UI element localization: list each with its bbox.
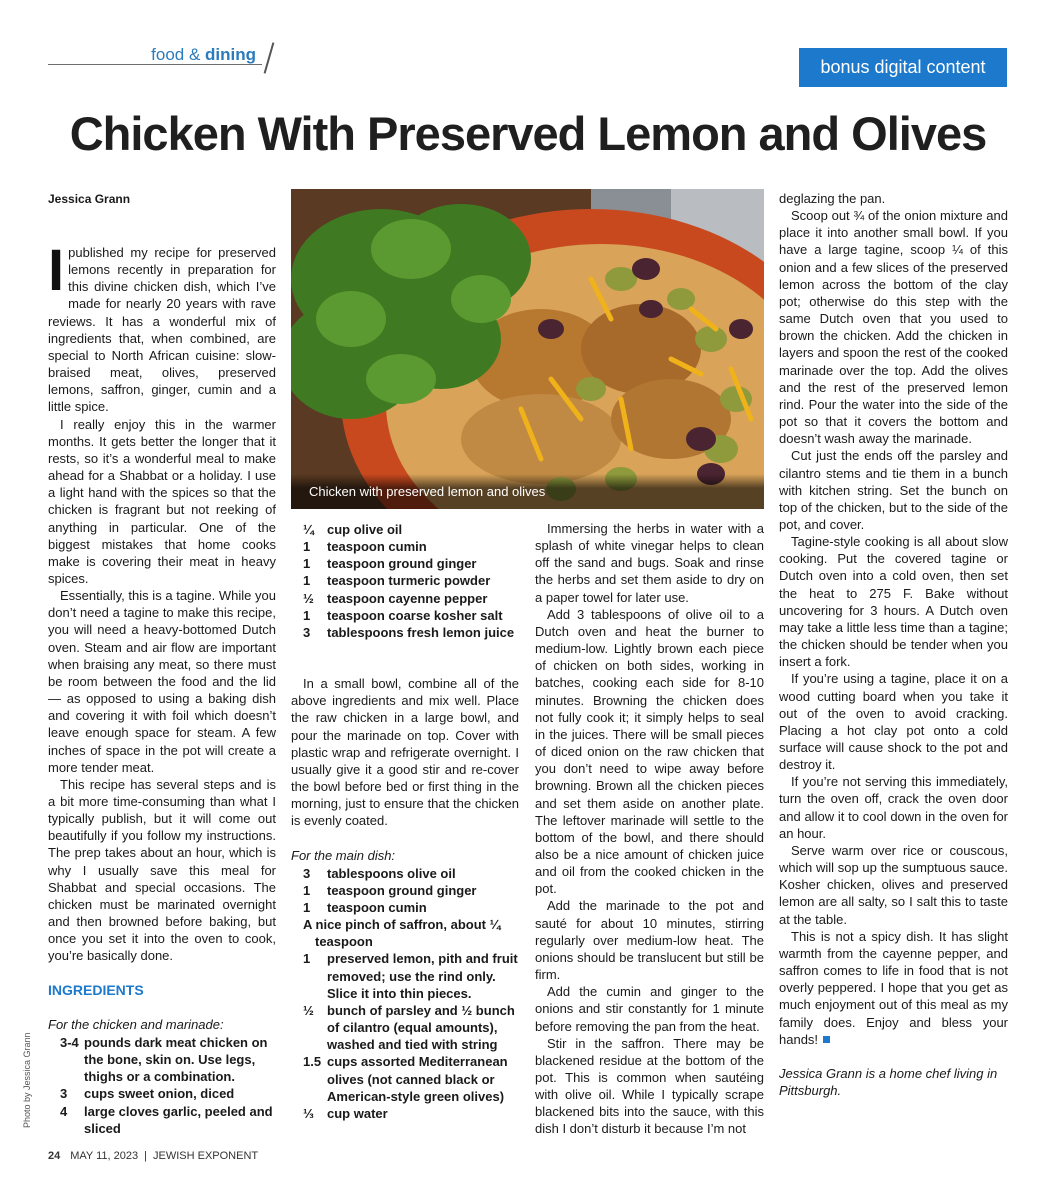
ingredient-qty: 3 [60,1086,68,1102]
body-paragraph: This recipe has several steps and is a bit more time-consuming than what I typically publish, but it will come out beautifully if you follow my instructions. The prep takes about an hour, which is why I usually save this meal for Shabbat and special occasions. The chicken must be marinated overnight and then browned before baking, but once you set it into the oven to cook, you’re basically done. [48,776,276,964]
ingredient-list-marinade [48,1034,276,1137]
page-number: 24 [48,1150,61,1162]
ingredient-item: A nice pinch of saffron, about ¼ teaspoon [303,917,501,950]
ingredient-qty: ½ [303,590,314,606]
ingredient-item: cups assorted Mediterranean olives (not canned black or American-style green olives) [327,1054,508,1104]
bonus-content-badge: bonus digital content [799,48,1007,87]
ingredient-item: bunch of parsley and ½ bunch of cilantro (equal amounts), washed and tied with string [327,1002,515,1053]
ingredient-row [291,538,519,555]
ingredient-qty: 1 [303,607,311,623]
byline: Jessica Grann [48,192,131,206]
ingredient-item: cups sweet onion, diced [84,1086,235,1102]
ingredient-item: pounds dark meat chicken on the bone, skin on. Use legs, thighs or a combination. [84,1034,268,1085]
headline: Chicken With Preserved Lemon and Olives [69,107,987,160]
body-paragraph: Ipublished my recipe for preserved lemons recently in preparation for this divine chicken dish, which I’ve made for nearly 20 years with rave reviews. It has a wonderful mix of ingredients that, when combined, are special to North African cuisine: slow-braised meat, olives, preserved lemons, saffron, ginger, cumin and a little spice. [48,238,276,415]
ingredient-item: tablespoons olive oil [327,865,456,881]
section-tag [48,44,276,68]
body-paragraph: Add 3 tablespoons of olive oil to a Dutch oven and heat the burner to medium-low. Lightly brown each piece of chicken on both sides, working in batches, cooking each side for 8-10 minutes. Browning the chicken does not fully cook it; it simply helps to seal in the juices. There will be small pieces of diced onion on the raw chicken that you don’t need to wipe away before browning. Brown all the chicken pieces and set them aside on another plate. The leftover marinade will settle to the bottom of the bowl, and there should also be a nice amount of chicken juice and oil from the cooked chicken in the pot. [535,606,764,897]
ingredient-row [291,950,519,1001]
publication-name: JEWISH EXPONENT [153,1150,259,1162]
ingredient-item: teaspoon ground ginger [327,556,477,572]
ingredient-qty: 1 [303,573,311,589]
ingredient-row [291,882,519,899]
ingredient-qty: 1.5 [303,1054,322,1070]
ingredient-row [291,865,519,882]
body-paragraph: Essentially, this is a tagine. While you don’t need a tagine to make this recipe, you will need a heavy-bottomed Dutch oven. Steam and air flow are important when braising any meat, so there must be room between the food and the lid — as opposed to using a baking dish and covering it with foil which doesn’t leave enough space for steam. A few inches of space in the pot will create a more tender meat. [48,588,276,775]
ingredient-qty: 1 [303,556,311,572]
footer-separator: | [144,1150,147,1162]
main-dish-subhead: For the main dish: [291,847,396,863]
ingredient-row [291,572,519,589]
ingredient-qty: ½ [303,1002,314,1018]
ingredient-item: teaspoon coarse kosher salt [327,607,503,623]
body-paragraph: In a small bowl, combine all of the above ingredients and mix well. Place the raw chicken in a large bowl, and pour the marinade on top. Cover with plastic wrap and refrigerate overnight. I usually give it a good stir and re-cover the bowl before bed or first thing in the morning, just to ensure that the chicken is evenly coated. [291,676,519,829]
ingredient-list-marinade-cont [291,521,519,641]
ingredients-heading: INGREDIENTS [48,981,144,998]
section-slash [264,42,275,73]
dish-photo [291,189,764,509]
ingredient-row [48,1103,276,1137]
body-paragraph: Add the cumin and ginger to the onions and stir constantly for 1 minute before removing the pan from the heat. [535,984,764,1034]
ingredient-row [48,1034,276,1085]
ingredient-row [291,916,519,950]
ingredient-row [291,1002,519,1053]
dish-photo-illustration [291,189,764,509]
ingredient-item: tablespoons fresh lemon juice [327,624,515,640]
ingredient-qty: 1 [303,882,311,898]
ingredient-qty: ¼ [303,522,314,537]
ingredient-item: preserved lemon, pith and fruit removed; use the rind only. Slice it into thin pieces. [327,951,518,1001]
article-column-1 [48,238,276,1137]
body-paragraph: I really enjoy this in the warmer months. It gets better the longer that it rests, so it’s a wonderful meal to make ahead for a Shabbat or a holiday. I use a light hand with the spices so that the chicken is fragrant but not reeking of anything in particular. One of the biggest mistakes that home cooks make is covering their meat in heavy spices. [48,416,276,586]
ingredient-item: teaspoon ground ginger [327,882,477,898]
ingredient-item: cup olive oil [327,522,403,537]
ingredient-row [291,590,519,607]
end-mark-icon [823,1036,830,1043]
body-paragraph: Cut just the ends off the parsley and cilantro stems and tie them in a bunch with kitchen string. Set the bunch on top of the chicken, but to the side of the pot, and cover. [779,448,1008,532]
photo-credit: Photo by Jessica Grann [22,1032,32,1128]
drop-cap: I [48,238,65,303]
ingredient-row [291,521,519,538]
ingredient-row [291,607,519,624]
ingredient-list-main [291,865,519,1122]
issue-date: MAY 11, 2023 [70,1150,139,1162]
body-paragraph: If you’re not serving this immediately, turn the oven off, crack the oven door and allow it to cool down in the oven for an hour. [779,774,1008,841]
ingredient-qty: 3 [303,865,311,881]
body-paragraph: Stir in the saffron. There may be blackened residue at the bottom of the pot. This is common when sautéing with olive oil. While I typically scrape blackened bits into the sauce, with this dish I don’t disturb it because I’m not [535,1035,764,1137]
ingredient-row [48,1085,276,1102]
ingredient-qty: 1 [303,539,311,555]
ingredient-qty: 1 [303,951,311,967]
body-paragraph: Immersing the herbs in water with a splash of white vinegar helps to clean off the sand and bugs. Soak and rinse the herbs and set them aside to dry on a paper towel for later use. [535,521,764,605]
ingredient-qty: 4 [60,1103,68,1119]
body-paragraph: Tagine-style cooking is all about slow cooking. Put the covered tagine or Dutch oven into a cold oven, then set the heat to 275 F. Bake without uncovering for 3 hours. A Dutch oven may take a little less time than a tagine; the chicken should be tender when you insert a fork. [779,534,1008,670]
article-column-3 [535,520,764,1138]
ingredient-qty: ⅓ [303,1105,314,1121]
body-paragraph: deglazing the pan. [779,191,886,206]
ingredient-item: teaspoon turmeric powder [327,573,491,589]
body-paragraph: Add the marinade to the pot and sauté for about 10 minutes, stirring regularly over medium-low heat. The onions should be translucent but still be firm. [535,898,764,983]
ingredient-item: teaspoon cumin [327,539,427,555]
ingredient-item: cup water [327,1105,388,1121]
ingredient-row [291,555,519,572]
ingredient-row [291,1105,519,1122]
article-column-2 [291,520,519,1122]
ingredient-row [291,899,519,916]
section-label: food & dining [151,45,256,64]
body-paragraph: Serve warm over rice or couscous, which will sop up the sumptuous sauce. Kosher chicken, olives and preserved lemon are all salty, so I salt this to taste at the table. [779,842,1008,927]
marinade-subhead: For the chicken and marinade: [48,1016,224,1032]
article-column-4 [779,190,1008,1099]
photo-caption: Chicken with preserved lemon and olives [291,474,764,509]
ingredient-row [291,624,519,641]
body-paragraph: This is not a spicy dish. It has slight warmth from the cayenne pepper, and saffron comes to life in food that is not overly peppered. I hope that you get as much enjoyment out of this meal as my family does. Enjoy and bless your hands! [779,928,1008,1047]
ingredient-item: large cloves garlic, peeled and sliced [84,1103,273,1136]
body-paragraph: If you’re using a tagine, place it on a wood cutting board when you take it out of the oven to avoid cracking. Placing a hot clay pot onto a cold surface will cause shock to the pot and destroy it. [779,671,1008,773]
ingredient-qty: 3-4 [60,1034,79,1050]
page-footer [48,1150,258,1162]
ingredient-qty: 3 [303,624,311,640]
ingredient-row [291,1053,519,1104]
body-paragraph: Scoop out ¾ of the onion mixture and place it into another small bowl. If you have a large tagine, scoop ¼ of this onion and a few slices of the preserved lemon across the bottom of the clay pot; otherwise do this step with the same Dutch oven that you used to brown the chicken. Add the chicken in layers and spoon the rest of the cooked marinade over the top. Add the olives and the rest of the preserved lemon rind. Pour the water into the side of the pot so that it covers the bottom and doesn’t wash away the marinade. [779,208,1008,447]
ingredient-item: teaspoon cayenne pepper [327,590,488,606]
author-bio: Jessica Grann is a home chef living in Pittsburgh. [779,1065,998,1098]
ingredient-item: teaspoon cumin [327,899,427,915]
ingredient-qty: 1 [303,899,311,915]
